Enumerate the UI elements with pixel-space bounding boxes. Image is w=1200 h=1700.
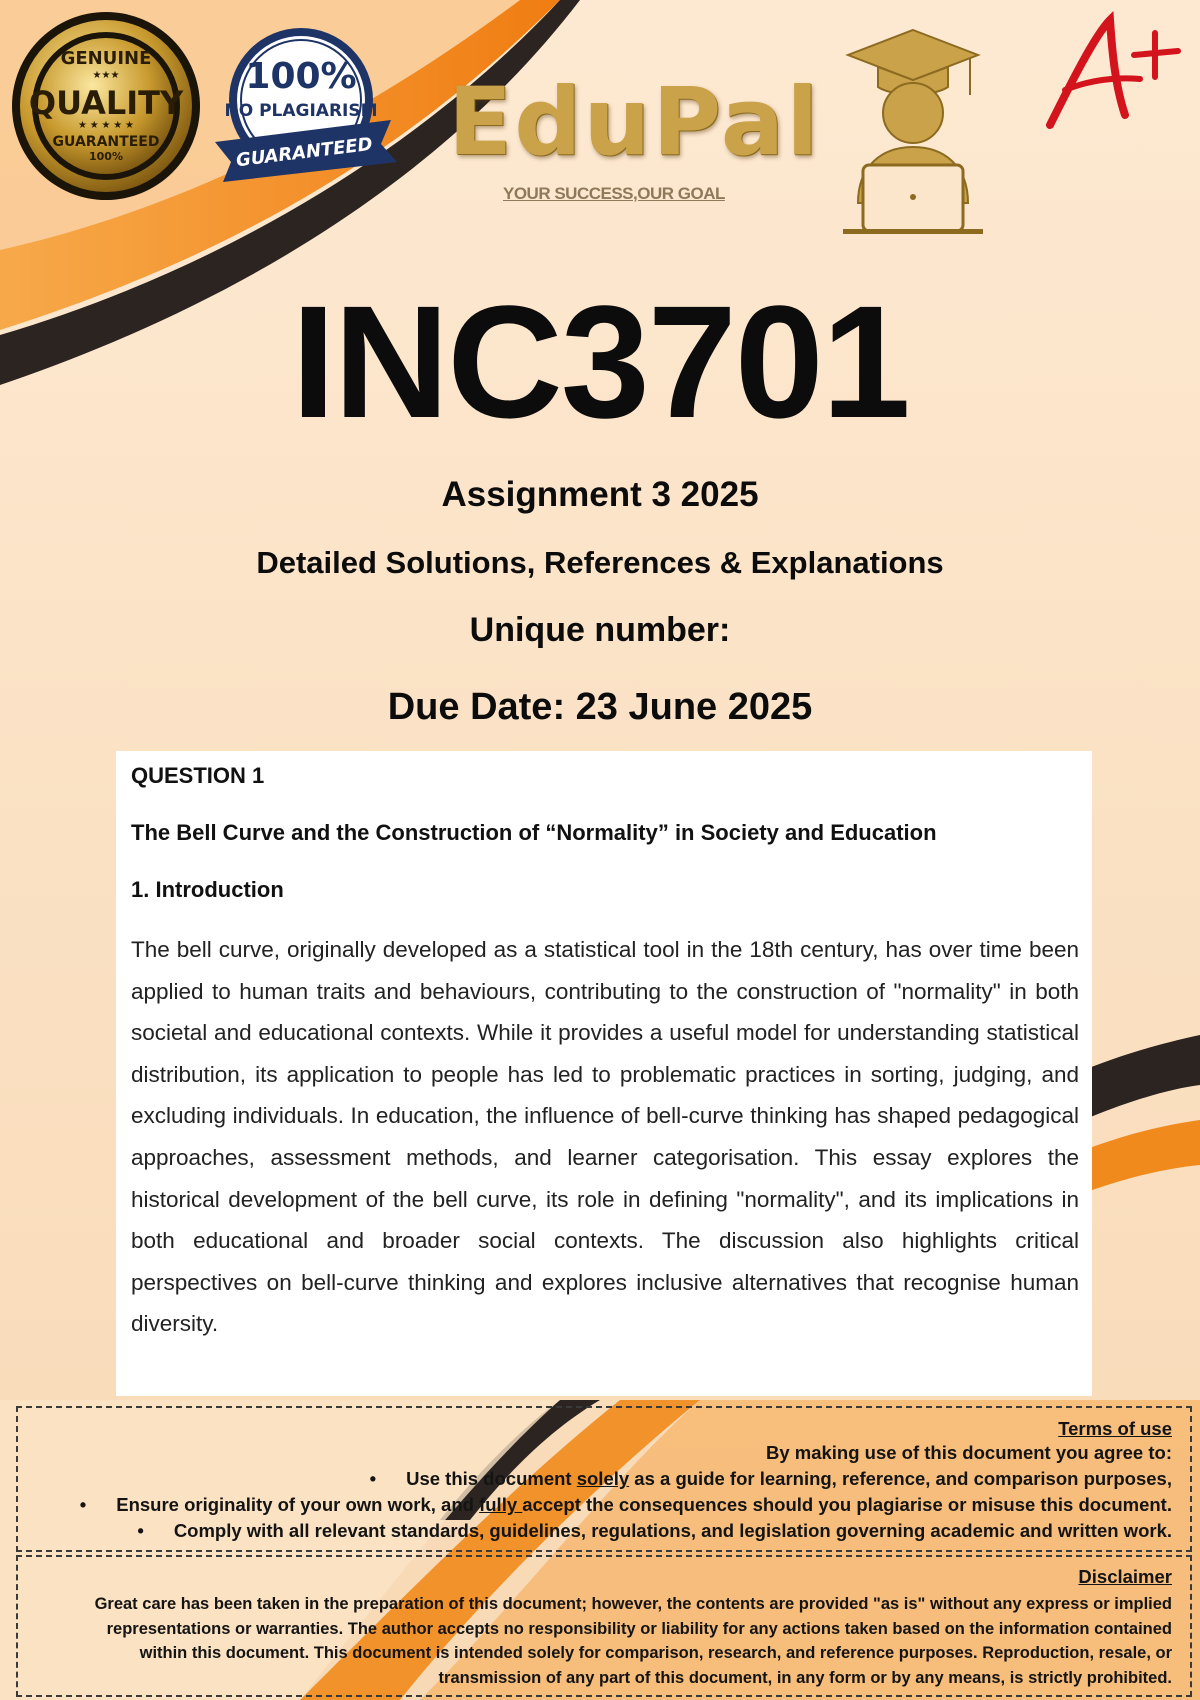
question-heading: QUESTION 1 [131,763,265,788]
assignment-title: Assignment 3 2025 [441,475,759,514]
content-card [116,751,1092,1396]
due-date: Due Date: 23 June 2025 [387,686,813,728]
terms-bullet: • Ensure originality of your own work, and fully accept the consequences should you plagiarise or misuse this document. [80,1494,1172,1516]
unique-number-label: Unique number: [469,611,731,649]
no-plagiarism-badge [205,22,405,192]
terms-intro: By making use of this document you agree to: [765,1442,1172,1463]
quality-guaranteed-badge [8,8,204,204]
a-plus-text: A+ [1030,5,1032,6]
introduction-heading: 1. Introduction [131,877,284,902]
plagiarism-badge-line3: GUARANTEED [234,133,374,172]
quality-badge-line4: 100% [89,150,123,163]
essay-title: The Bell Curve and the Construction of “Normality” in Society and Education [131,820,937,845]
terms-of-use-box [16,1406,1192,1552]
svg-text:★★★: ★★★ [92,70,120,81]
plagiarism-badge-line1: 100% [245,56,357,97]
introduction-paragraph: The bell curve, originally developed as a statistical tool in the 18th century, has over time been applied to human traits and behaviours, contributing to the construction of "normality" in both societal and educational contexts. While it provides a useful model for understanding statistical distribution, its application to people has led to problematic practices in sorting, judging, and excluding individuals. In education, the influence of bell-curve thinking has shaped pedagogical approaches, assessment methods, and learner categorisation. This essay explores the historical development of the bell curve, its role in defining "normality", and its implications in both educational and broader social contexts. The discussion also highlights critical perspectives on bell-curve thinking and explores inclusive alternatives that recognise human diversity. [131,937,1079,1337]
a-plus-grade-mark [1030,5,1200,135]
svg-text:★ ★ ★ ★ ★: ★ ★ ★ ★ ★ [78,120,134,131]
disclaimer-box [16,1555,1192,1697]
quality-badge-line1: GENUINE [60,48,152,69]
graduate-laptop-icon [838,25,988,235]
solutions-subtitle: Detailed Solutions, References & Explanations [256,545,944,580]
disclaimer-text: Great care has been taken in the preparation of this document; however, the contents are provided "as is" without any express or implied representations or warranties. The author accepts no responsibility or liability for any actions taken based on the information contained within this document. This document is intended solely for comparison, research, and reference purposes. Reproduction, resale, or transmission of any part of this document, in any form or by any means, is strictly prohibited. [94,1595,1172,1687]
edupal-logo: EduPal [448,68,821,177]
edupal-tagline: YOUR SUCCESS,OUR GOAL [503,184,725,203]
quality-badge-line2: QUALITY [28,84,184,122]
plagiarism-badge-line2: NO PLAGIARISM [224,101,378,121]
terms-bullet: • Comply with all relevant standards, guidelines, regulations, and legislation governing academic and written work. [137,1520,1172,1542]
quality-badge-line3: GUARANTEED [52,134,160,150]
course-code-title: INC3701 [291,272,909,451]
terms-heading: Terms of use [1058,1418,1172,1439]
disclaimer-heading: Disclaimer [1078,1566,1172,1587]
terms-bullet: • Use this document solely as a guide for learning, reference, and comparison purposes, [370,1468,1172,1490]
